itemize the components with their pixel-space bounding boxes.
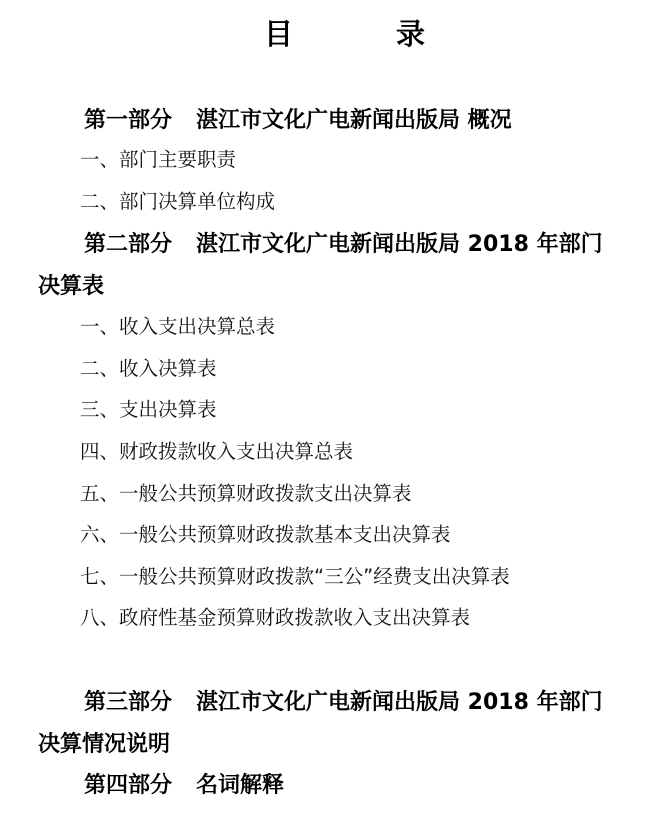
part2-name-line2: 决算表 [38,274,105,299]
title-char-2: 录 [396,17,426,51]
part2-item-4: 四、财政拨款收入支出决算总表 [80,440,354,463]
part3-name-line2: 决算情况说明 [38,732,171,757]
part4-name: 名词解释 [196,773,285,798]
part2-name-line1: 湛江市文化广电新闻出版局 2018 年部门 [196,232,603,257]
part1-name: 湛江市文化广电新闻出版局 概况 [196,108,512,133]
part3-heading [84,688,603,718]
part2-item-5: 五、一般公共预算财政拨款支出决算表 [80,482,412,505]
part2-item-6: 六、一般公共预算财政拨款基本支出决算表 [80,523,451,546]
part2-label: 第二部分 [84,232,173,257]
part3-label: 第三部分 [84,690,173,715]
part2-item-2: 二、收入决算表 [80,357,217,380]
toc-title [0,14,667,54]
part2-item-7: 七、一般公共预算财政拨款“三公”经费支出决算表 [80,565,510,588]
part1-heading [84,106,512,136]
part1-label: 第一部分 [84,108,173,133]
part4-heading [84,771,284,801]
part4-label: 第四部分 [84,773,173,798]
part2-item-1: 一、收入支出决算总表 [80,315,276,338]
title-char-1: 目 [264,17,294,51]
part2-heading [84,230,603,260]
part2-item-8: 八、政府性基金预算财政拨款收入支出决算表 [80,606,471,629]
part1-item-2: 二、部门决算单位构成 [80,190,276,213]
part3-name-line1: 湛江市文化广电新闻出版局 2018 年部门 [196,690,603,715]
part1-item-1: 一、部门主要职责 [80,148,237,171]
part2-item-3: 三、支出决算表 [80,398,217,421]
